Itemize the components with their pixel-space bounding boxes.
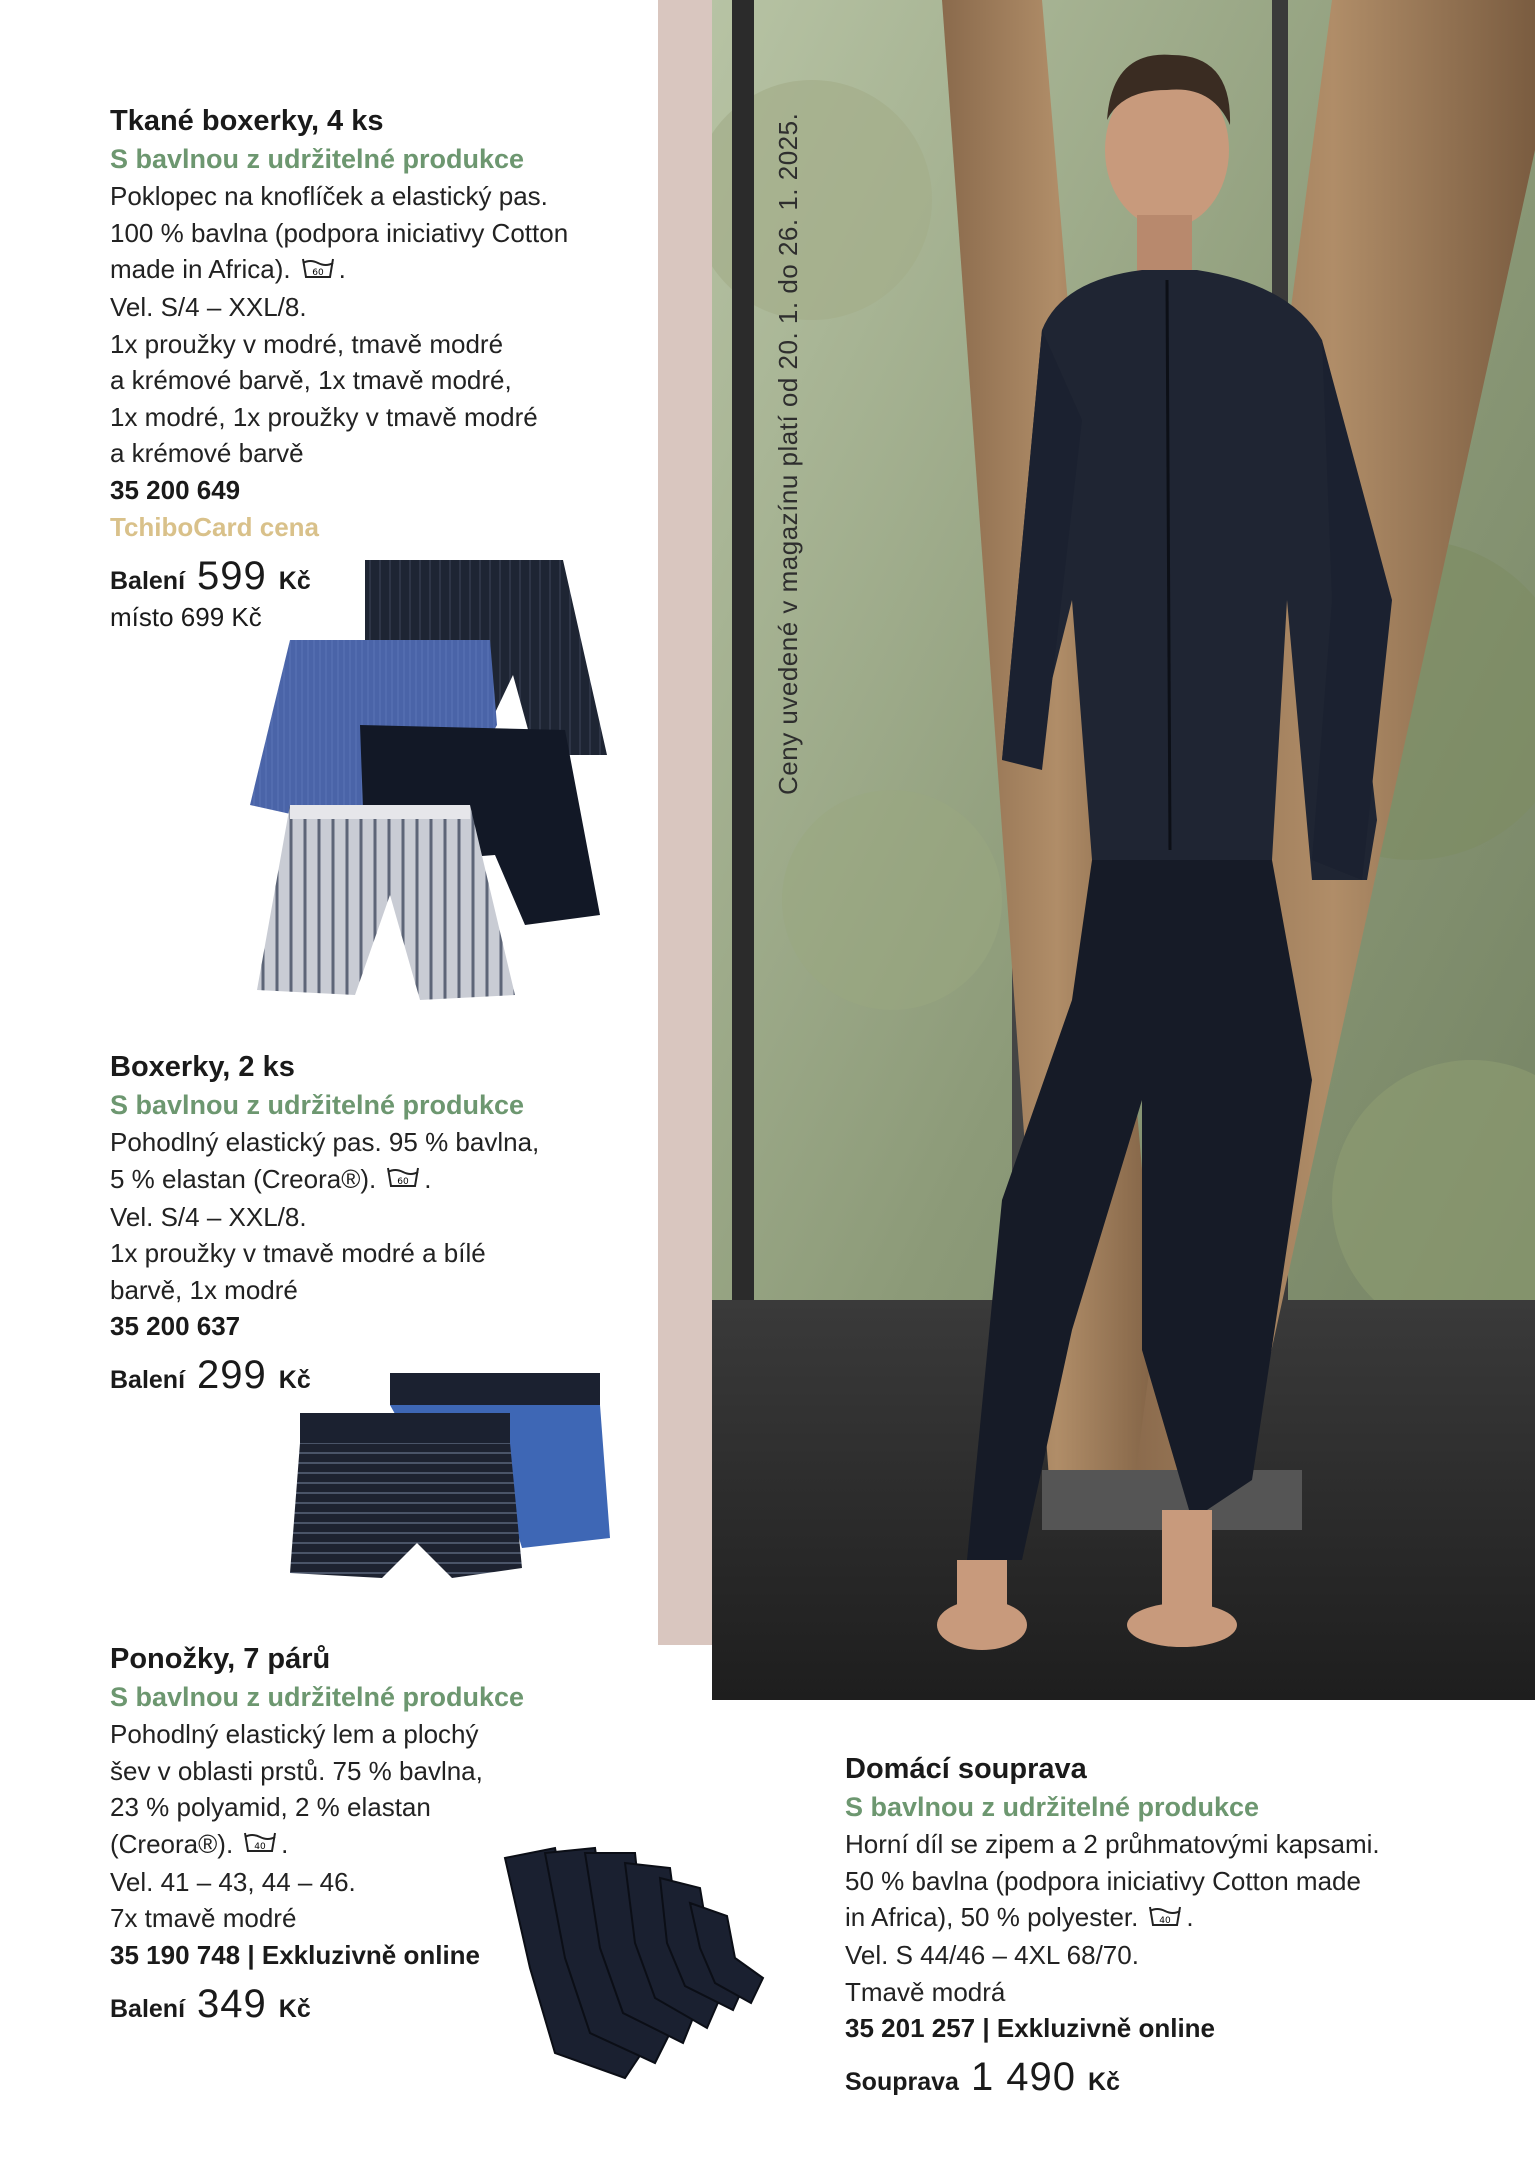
svg-text:40: 40 (254, 1842, 266, 1853)
desc-line: Vel. S 44/46 – 4XL 68/70. (845, 1940, 1139, 1971)
desc-line: barvě, 1x modré (110, 1274, 298, 1305)
product-code: 35 201 257 | Exkluzivně online (845, 2013, 1216, 2044)
product-title: Boxerky, 2 ks (110, 1051, 295, 1083)
svg-text:60: 60 (311, 267, 324, 278)
desc-line: 23 % polyamid, 2 % elastan (110, 1792, 431, 1822)
product-boxers (110, 1048, 650, 1398)
decorative-strip (658, 0, 712, 1645)
desc-line: Tmavě modrá (845, 1976, 1006, 2007)
price-currency: Kč (278, 566, 311, 595)
desc-line: Pohodlný elastický lem a plochý (110, 1719, 479, 1749)
product-code: 35 190 748 | Exkluzivně online (110, 1939, 481, 1970)
product-code: 35 200 637 (110, 1311, 241, 1342)
original-price: místo 699 Kč (110, 601, 262, 632)
socks-image (495, 1838, 775, 2088)
price-validity-note: Ceny uvedené v magazínu platí od 20. 1. do 26. 1. 2025. (772, 112, 803, 795)
price-currency: Kč (278, 1994, 311, 2023)
wash-60-icon (301, 253, 335, 290)
desc-line: in Africa), 50 % polyester. 40 . (845, 1899, 1505, 1937)
price-label: Balení (110, 1366, 186, 1395)
desc-line: 7x tmavě modré (110, 1903, 297, 1934)
price-currency: Kč (1088, 2068, 1121, 2097)
desc-line: Horní díl se zipem a 2 průhmatovými kapsami. (845, 1829, 1380, 1859)
product-code: 35 200 649 (110, 474, 241, 505)
svg-text:40: 40 (1159, 1915, 1172, 1926)
desc-line: Vel. S/4 – XXL/8. (110, 292, 307, 323)
desc-line: 1x proužky v tmavě modré a bílé (110, 1238, 486, 1269)
product-subtitle: S bavlnou z udržitelné produkce (110, 1682, 525, 1712)
desc-line: 100 % bavlna (podpora iniciativy Cotton (110, 217, 569, 248)
price-label: Balení (110, 566, 186, 595)
desc-line: 1x proužky v modré, tmavě modré (110, 328, 504, 359)
product-title: Domácí souprava (845, 1753, 1087, 1785)
desc-line: Pohodlný elastický pas. 95 % bavlna, (110, 1127, 540, 1157)
desc-line: šev v oblasti prstů. 75 % bavlna, (110, 1755, 483, 1786)
product-lounge-set (845, 1750, 1505, 2100)
product-subtitle: S bavlnou z udržitelné produkce (110, 144, 525, 174)
price-currency: Kč (278, 1366, 311, 1395)
desc-line: 5 % elastan (Creora®). 60 . (110, 1161, 650, 1199)
price-label: Balení (110, 1994, 186, 2023)
desc-line: (Creora®). 40 . (110, 1826, 580, 1864)
svg-text:60: 60 (397, 1177, 409, 1188)
tchibocard-label: TchiboCard cena (110, 511, 320, 542)
desc-line: 1x modré, 1x proužky v tmavě modré (110, 401, 538, 432)
price-value: 1 490 (970, 2055, 1077, 2100)
product-title: Ponožky, 7 párů (110, 1643, 331, 1675)
desc-line: Vel. S/4 – XXL/8. (110, 1201, 307, 1232)
woven-boxers-image (245, 555, 615, 1005)
desc-line: Vel. 41 – 43, 44 – 46. (110, 1866, 356, 1897)
model-photo (712, 0, 1535, 1700)
price-row (845, 2055, 1505, 2100)
boxers-image (282, 1368, 617, 1600)
wash-40-icon (1148, 1901, 1182, 1938)
desc-line: made in Africa). 60 . (110, 251, 650, 289)
price-value: 599 (197, 553, 267, 598)
desc-line: Poklopec na knoflíček a elastický pas. (110, 181, 548, 211)
product-subtitle: S bavlnou z udržitelné produkce (110, 1090, 525, 1120)
desc-line: a krémové barvě (110, 438, 304, 469)
desc-line: a krémové barvě, 1x tmavě modré, (110, 365, 512, 396)
product-title: Tkané boxerky, 4 ks (110, 105, 384, 137)
desc-line: 50 % bavlna (podpora iniciativy Cotton made (845, 1865, 1361, 1896)
price-value: 349 (197, 1981, 267, 2026)
price-value: 299 (197, 1353, 267, 1398)
product-subtitle: S bavlnou z udržitelné produkce (845, 1792, 1260, 1822)
price-label: Souprava (845, 2068, 959, 2097)
wash-40-icon (243, 1827, 277, 1864)
wash-60-icon (386, 1162, 420, 1199)
